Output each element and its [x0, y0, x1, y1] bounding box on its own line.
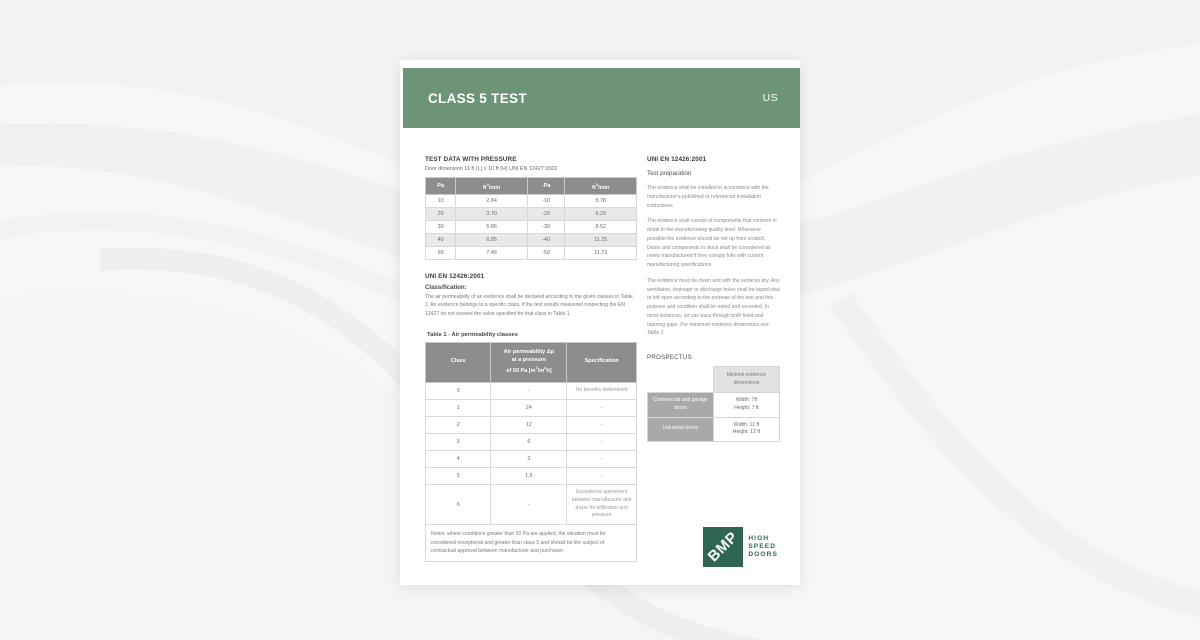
table-row: [426, 468, 637, 485]
logo-line-1: HIGH: [748, 534, 770, 542]
pressure-data-table: [425, 177, 637, 260]
table-cell: 1: [426, 399, 491, 416]
table-cell: -: [567, 450, 637, 467]
table-row: [426, 485, 637, 525]
table-cell: 1,5: [491, 468, 567, 485]
table-cell: 10: [426, 195, 456, 208]
table-cell: -: [491, 382, 567, 399]
document-body: [400, 128, 800, 585]
bmp-logo-text: BMP: [704, 528, 742, 566]
table-cell: 7.46: [456, 247, 528, 260]
document-header: [403, 68, 800, 128]
table-row: [426, 450, 637, 467]
table-cell: Width: 11 ft Height: 12 ft: [713, 417, 779, 441]
table-cell: 2: [426, 416, 491, 433]
table-cell: -: [567, 416, 637, 433]
page-title: CLASS 5 TEST: [428, 90, 527, 106]
test-prep-paragraph: The evidence shall be installed in accordance with the manufacturer's published or referenced installation instructions: [647, 185, 769, 209]
column-header: Air permeability Δp at a pressure of 50 Pa $[m^3/m^2h]$: [491, 342, 567, 382]
table-row: [426, 416, 637, 433]
row-label: Commercial and garage doors: [648, 393, 714, 417]
test-prep-paragraph: The evidence shall consist of components that conform in detail to the manufacturing quality level. Whenever possible the evidence should be set up from scratch. Doors and components in stock shall be considered as newly manufactured if they comply fully with current manufacturing specifications: [647, 218, 777, 268]
logo-tagline: [748, 536, 778, 559]
table-cell: 5.78: [565, 195, 637, 208]
column-header: Specification: [567, 342, 637, 382]
table-cell: 4: [426, 450, 491, 467]
table-cell: 3: [491, 450, 567, 467]
table-cell: 11.25: [565, 234, 637, 247]
table-header-row: [426, 342, 637, 382]
brand-logo: [703, 527, 778, 567]
table-cell: 24: [491, 399, 567, 416]
classification-label: Classification:: [425, 284, 467, 292]
classification-paragraph: The air permeability of an evidence shall be declared according to the given classes in Table 1. An evidence belongs to a specific class, if the test results measured respecting the EN 12427 do not exceed the value specified for that class in Table 1: [425, 294, 633, 317]
table-row: [648, 417, 780, 441]
test-preparation-heading: Test preparation: [647, 170, 692, 177]
table-cell: -40: [527, 234, 565, 247]
table-cell: 2.84: [456, 195, 528, 208]
table-cell: Exceptional agreement between manufacturer and buyer for infiltration and pressure: [567, 485, 637, 525]
table-cell: 30: [426, 221, 456, 234]
prospectus-title: PROSPECTUS: [647, 354, 692, 361]
table-cell: -10: [527, 195, 565, 208]
table-cell-spacer: [648, 367, 714, 393]
table-cell: 3: [426, 433, 491, 450]
column-header: -Pa: [527, 178, 565, 195]
bmp-logo-mark: [703, 527, 743, 567]
table-cell: 40: [426, 234, 456, 247]
column-header: $ft^3/\min$: [456, 178, 528, 195]
table-cell: -: [567, 399, 637, 416]
table-cell: 6: [491, 433, 567, 450]
right-column: [647, 156, 780, 585]
column-header: Minimal evidence dimensions: [713, 367, 779, 393]
table-row: [426, 221, 637, 234]
test-prep-paragraph: The evidence must be clean and with the surfaces dry. Any ventilation, drainage or discharge holes shall be taped shut or left open according to the purpose of the test and this purpose and condition shall be noted and recorded. In most instances, air can pass through both fixed and opening gaps. For minimum evidence dimensions see Table 1: [647, 277, 780, 337]
column-header: $ft^3/\min$: [565, 178, 637, 195]
table-cell: -20: [527, 208, 565, 221]
table-cell: 12: [491, 416, 567, 433]
table-row: [426, 234, 637, 247]
row-label: Industrial doors: [648, 417, 714, 441]
logo-line-3: DOORS: [748, 550, 778, 558]
table-row: [426, 208, 637, 221]
test-data-subtitle: Door dimension 11 ft (L) x 10 ft (H) UNI EN 12427:2002: [425, 165, 558, 172]
standard-heading: UNI EN 12426:2001: [425, 273, 485, 281]
table-cell: 6: [426, 485, 491, 525]
table-row: [426, 247, 637, 260]
table-cell: -: [567, 468, 637, 485]
table-cell: Width: 7ft Height: 7 ft: [713, 393, 779, 417]
test-data-heading: TEST DATA WITH PRESSURE: [425, 156, 517, 163]
table-row: [426, 399, 637, 416]
table-cell: 3.70: [456, 208, 528, 221]
table-row: [426, 382, 637, 399]
table-cell: -: [491, 485, 567, 525]
table-header-row: [426, 178, 637, 195]
column-header: Pa: [426, 178, 456, 195]
table-cell: 8.52: [565, 221, 637, 234]
table-cell: 50: [426, 247, 456, 260]
table-cell: 5.86: [456, 221, 528, 234]
table-header-row: [648, 367, 780, 393]
table-cell: 0: [426, 382, 491, 399]
air-permeability-class-table: [425, 342, 637, 563]
table-cell: 11.72: [565, 247, 637, 260]
table-row: [426, 433, 637, 450]
class-table-notes: Notes: where conditions greater than 50 Pa are applied, the situation must be considered exceptional and greater than class 5 and should be the subject of contractual approval between manufacturer and purchaser.: [426, 525, 637, 562]
table-cell: 6.85: [456, 234, 528, 247]
table-row: [426, 195, 637, 208]
table-cell: 6.29: [565, 208, 637, 221]
right-standard-heading: UNI EN 12426:2001: [647, 156, 707, 163]
logo-line-2: SPEED: [748, 542, 777, 550]
table-cell: -30: [527, 221, 565, 234]
table-cell: No benefits determined: [567, 382, 637, 399]
class-table-caption: Table 1 - Air permeability classes: [427, 331, 518, 338]
column-header: Class: [426, 342, 491, 382]
table-cell: 20: [426, 208, 456, 221]
table-row: [648, 393, 780, 417]
table-cell: -50: [527, 247, 565, 260]
document-page: [400, 60, 800, 585]
table-cell: 5: [426, 468, 491, 485]
table-cell: -: [567, 433, 637, 450]
prospectus-table: [647, 366, 780, 442]
left-column: [425, 156, 637, 585]
language-label: US: [762, 92, 778, 104]
table-notes-row: [426, 525, 637, 562]
